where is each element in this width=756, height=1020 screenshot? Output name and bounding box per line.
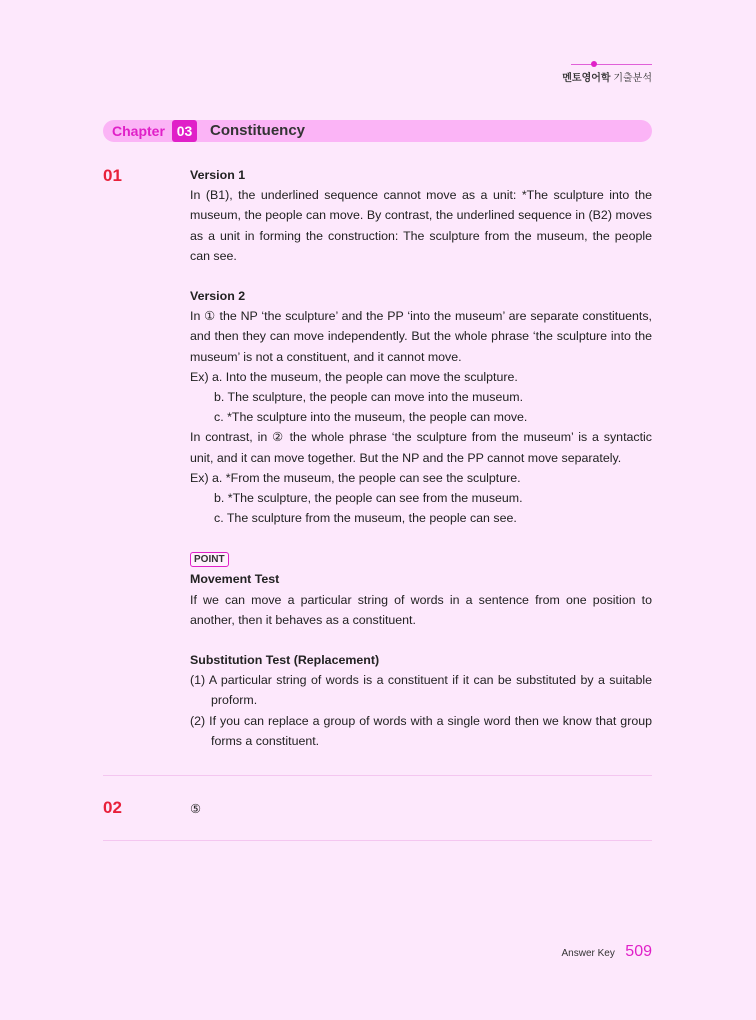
version-1-heading: Version 1 [190, 168, 246, 182]
example-2a: Ex) a. *From the museum, the people can see the sculpture. [190, 470, 521, 485]
point-badge: POINT [190, 552, 229, 567]
substitution-test-heading: Substitution Test (Replacement) [190, 653, 380, 668]
example-2c: c. The sculpture from the museum, the people can see. [214, 511, 517, 526]
movement-test-heading: Movement Test [190, 572, 280, 587]
answer-02 [190, 799, 652, 819]
version-2-text-2: In contrast, in ② the whole phrase ‘the sculpture from the museum’ is a syntactic unit, and it can move together. But the NP and the PP cannot move separately. [190, 430, 652, 465]
example-2b: b. *The sculpture, the people can see from the museum. [214, 491, 523, 506]
answer-01 [190, 165, 652, 751]
chapter-bar [103, 120, 652, 142]
example-1a: Ex) a. Into the museum, the people can move the sculpture. [190, 369, 518, 384]
section-divider [103, 775, 652, 776]
example-1b: b. The sculpture, the people can move into the museum. [214, 390, 524, 405]
chapter-title: Constituency [210, 122, 306, 139]
answer-02-choice: ⑤ [190, 802, 202, 816]
example-1c: c. *The sculpture into the museum, the people can move. [214, 410, 528, 425]
page-number: 509 [625, 943, 652, 960]
movement-test-text: If we can move a particular string of words in a sentence from one position to another, then it behaves as a constituent. [190, 592, 652, 627]
header-dot [591, 61, 597, 67]
version-1-text: In (B1), the underlined sequence cannot move as a unit: *The sculpture into the museum, the people can move. By contrast, the underlined sequence in (B2) moves as a unit in forming the construction: The sculpture from the museum, the people can see. [190, 188, 652, 263]
substitution-item-2: (2) If you can replace a group of words with a single word then we know that group forms a constituent. [190, 713, 652, 748]
chapter-label: Chapter [112, 123, 165, 139]
question-number-02: 02 [103, 798, 122, 817]
header-brand: 멘토영어학 기출분석 [562, 73, 652, 84]
section-divider [103, 840, 652, 841]
version-2-text-1: In ① the NP ‘the sculpture’ and the PP ‘into the museum’ are separate constituents, and then they can move independently. But the whole phrase ‘the sculpture into the museum’ is not a constituent, and it cannot move. [190, 309, 652, 364]
question-number-01: 01 [103, 166, 122, 185]
footer [561, 943, 652, 961]
footer-label: Answer Key [561, 948, 615, 959]
version-2-heading: Version 2 [190, 289, 246, 304]
header-rule [571, 64, 652, 65]
chapter-number: 03 [172, 120, 197, 142]
substitution-item-1: (1) A particular string of words is a constituent if it can be substituted by a suitable proform. [190, 673, 652, 708]
